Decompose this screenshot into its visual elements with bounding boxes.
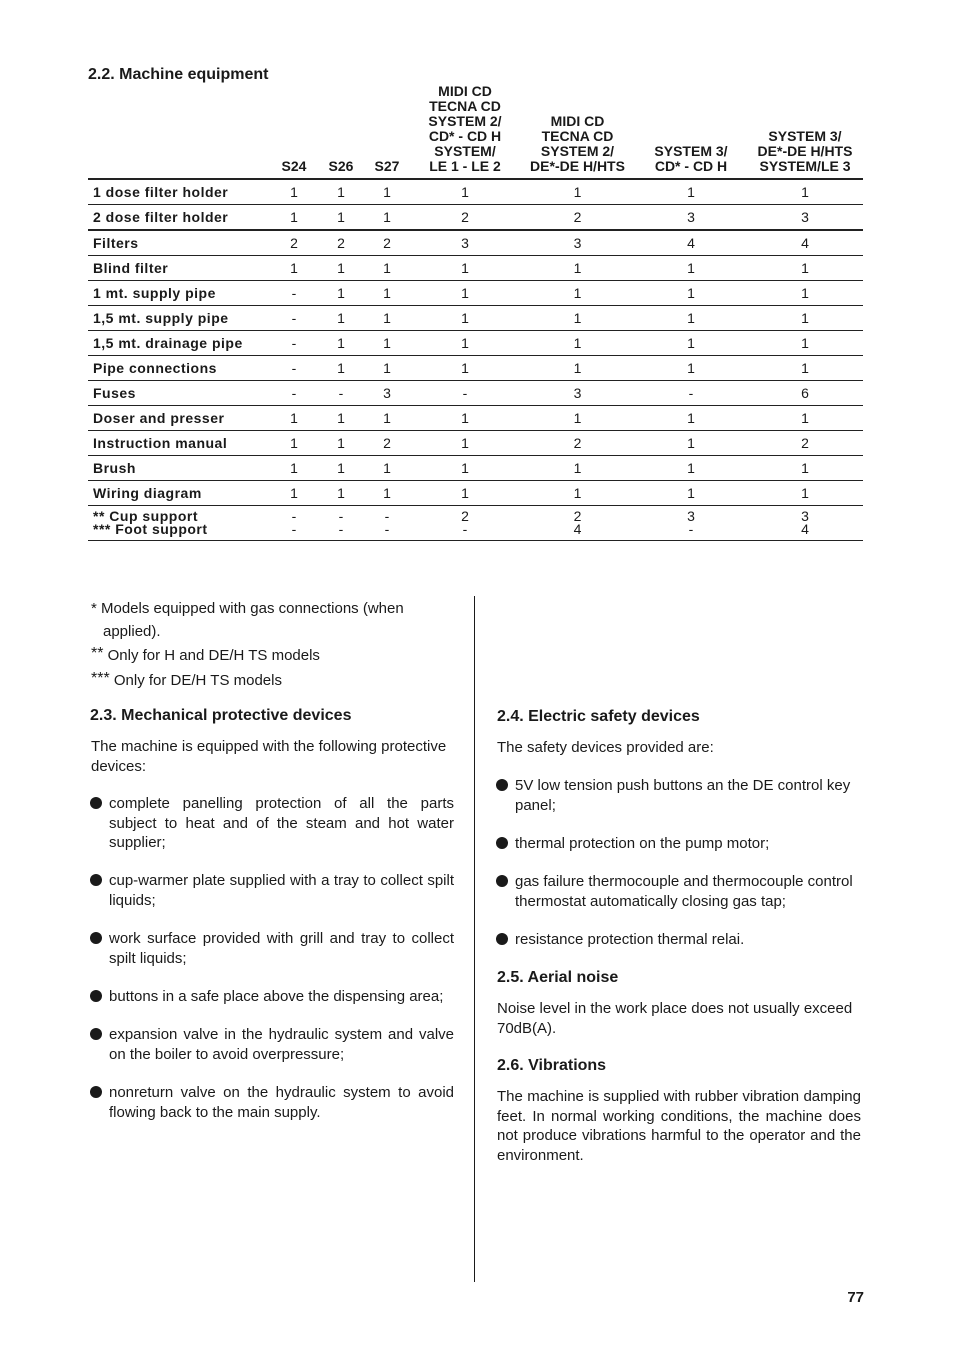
table-cell: 2 <box>318 230 364 256</box>
table-cell: 1 <box>318 205 364 231</box>
row-label: Filters <box>88 230 270 256</box>
table-cell: 1 <box>318 356 364 381</box>
list-item-text: expansion valve in the hydraulic system and valve on the boiler to avoid overpressure; <box>109 1026 454 1063</box>
table-cell: 1 <box>520 306 635 331</box>
table-cell: - <box>635 381 747 406</box>
list-item-text: nonreturn valve on the hydraulic system to avoid flowing back to the main supply. <box>109 1084 454 1121</box>
table-cell: 1 <box>635 431 747 456</box>
table-cell: 1 <box>747 356 863 381</box>
footnote-gas-line2: applied). <box>103 622 161 640</box>
table-cell: 1 <box>410 431 520 456</box>
table-cell: 1 <box>747 331 863 356</box>
table-row <box>88 230 863 256</box>
list-item-text: gas failure thermocouple and thermocouple control thermostat automatically closing gas tap; <box>515 873 853 910</box>
column-header: SYSTEM 3/ CD* - CD H <box>635 84 747 179</box>
row-label: Brush <box>88 456 270 481</box>
footnote-gas <box>91 598 471 643</box>
table-cell: - <box>270 306 318 331</box>
table-cell: 1 <box>410 481 520 506</box>
bullet-icon <box>496 933 508 945</box>
table-cell: 2 <box>520 431 635 456</box>
bullet-icon <box>90 797 102 809</box>
vibrations-text: The machine is supplied with rubber vibration damping feet. In normal working conditions, the machine does not produce vibrations harmful to the operator and the environment. <box>497 1088 861 1164</box>
table-row <box>88 431 863 456</box>
section-title-vibrations: 2.6. Vibrations <box>497 1057 607 1074</box>
table-cell: 1 <box>270 205 318 231</box>
table-cell: - <box>318 381 364 406</box>
table-cell: 1 <box>520 256 635 281</box>
table-cell: 1 <box>635 306 747 331</box>
bullet-icon <box>496 875 508 887</box>
table-cell: 3 <box>410 230 520 256</box>
column-header: S24 <box>270 84 318 179</box>
table-cell: 1 <box>520 356 635 381</box>
list-item-text: complete panelling protection of all the parts subject to heat and of the steam and hot water supplier; <box>109 795 454 851</box>
table-cell: 3 <box>520 230 635 256</box>
table-cell: - <box>270 381 318 406</box>
table-cell: 1 <box>635 356 747 381</box>
list-item <box>515 930 861 950</box>
table-row <box>88 205 863 231</box>
bullet-icon <box>90 874 102 886</box>
table-cell: 2 - <box>410 506 520 541</box>
footnotes <box>91 598 471 692</box>
table-row <box>88 506 863 541</box>
section-title-aerial-noise: 2.5. Aerial noise <box>497 969 619 986</box>
table-row <box>88 331 863 356</box>
list-item <box>109 987 459 1007</box>
table-cell: 1 <box>520 331 635 356</box>
table-cell: 1 <box>364 356 410 381</box>
list-item <box>515 776 861 815</box>
table-cell: - - <box>318 506 364 541</box>
table-cell: 1 <box>410 256 520 281</box>
table-cell: 1 <box>520 406 635 431</box>
row-label: 1,5 mt. drainage pipe <box>88 331 270 356</box>
table-cell: 2 4 <box>520 506 635 541</box>
table-row <box>88 306 863 331</box>
section-title-mechanical-protective-devices: 2.3. Mechanical protective devices <box>90 707 352 724</box>
list-item-text: 5V low tension push buttons an the DE control key panel; <box>515 777 851 814</box>
table-cell: 1 <box>410 356 520 381</box>
column-header: MIDI CD TECNA CD SYSTEM 2/ DE*-DE H/HTS <box>520 84 635 179</box>
bullet-icon <box>90 1028 102 1040</box>
table-body <box>88 179 863 541</box>
table-cell: 1 <box>520 456 635 481</box>
row-label: Blind filter <box>88 256 270 281</box>
table-cell: 1 <box>747 256 863 281</box>
table-cell: 1 <box>318 331 364 356</box>
list-item <box>109 794 454 853</box>
row-label: 1 dose filter holder <box>88 179 270 205</box>
table-cell: - - <box>270 506 318 541</box>
list-item-text: resistance protection thermal relai. <box>515 931 745 948</box>
page-number: 77 <box>847 1289 864 1306</box>
table-cell: 1 <box>410 179 520 205</box>
row-label: 1 mt. supply pipe <box>88 281 270 306</box>
table-cell: 1 <box>747 179 863 205</box>
list-item <box>515 872 861 911</box>
table-cell: 2 <box>520 205 635 231</box>
table-cell: 3 <box>635 205 747 231</box>
table-cell: 4 <box>747 230 863 256</box>
column-header: SYSTEM 3/ DE*-DE H/HTS SYSTEM/LE 3 <box>747 84 863 179</box>
table-cell: 2 <box>410 205 520 231</box>
table-cell: 1 <box>635 281 747 306</box>
table-row <box>88 456 863 481</box>
table-cell: 1 <box>364 256 410 281</box>
table-cell: 3 - <box>635 506 747 541</box>
table-cell: 1 <box>747 456 863 481</box>
table-cell: 1 <box>635 256 747 281</box>
table-cell: 1 <box>364 281 410 306</box>
table-cell: 1 <box>520 481 635 506</box>
section-title-electric-safety-devices: 2.4. Electric safety devices <box>497 708 700 725</box>
table-cell: 1 <box>364 456 410 481</box>
table-row <box>88 381 863 406</box>
footnote-mark: ** <box>91 645 104 662</box>
table-cell: 1 <box>364 406 410 431</box>
electric-intro: The safety devices provided are: <box>497 739 714 756</box>
table-cell: 1 <box>635 331 747 356</box>
table-cell: - <box>270 331 318 356</box>
list-item <box>515 834 861 854</box>
table-cell: 1 <box>318 481 364 506</box>
table-cell: 3 <box>520 381 635 406</box>
footnote-gas-line1: * Models equipped with gas connections (when <box>91 600 404 617</box>
table-cell: 1 <box>410 406 520 431</box>
footnote-text: Only for H and DE/H TS models <box>107 647 320 664</box>
table-cell: 1 <box>747 406 863 431</box>
table-cell: 1 <box>364 481 410 506</box>
list-item-text: work surface provided with grill and tray to collect spilt liquids; <box>109 930 454 967</box>
table-cell: 1 <box>318 179 364 205</box>
table-row <box>88 356 863 381</box>
table-cell: 1 <box>270 456 318 481</box>
table-cell: 1 <box>364 306 410 331</box>
row-label: Instruction manual <box>88 431 270 456</box>
table-row <box>88 179 863 205</box>
table-cell: 3 <box>364 381 410 406</box>
table-cell: 1 <box>520 281 635 306</box>
row-label: Wiring diagram <box>88 481 270 506</box>
mechanical-intro: The machine is equipped with the following protective devices: <box>91 738 447 775</box>
bullet-icon <box>496 837 508 849</box>
row-label: 1,5 mt. supply pipe <box>88 306 270 331</box>
table-cell: 1 <box>635 456 747 481</box>
table-cell: 2 <box>270 230 318 256</box>
table-cell: 1 <box>270 179 318 205</box>
table-cell: 1 <box>364 179 410 205</box>
footnote-mark: *** <box>91 669 110 687</box>
aerial-noise-text: Noise level in the work place does not usually exceed 70dB(A). <box>497 1000 853 1037</box>
list-item <box>109 871 454 910</box>
table-row <box>88 256 863 281</box>
bullet-icon <box>90 1086 102 1098</box>
row-label: ** Cup support *** Foot support <box>88 506 270 541</box>
table-cell: 1 <box>410 331 520 356</box>
table-cell: - <box>270 356 318 381</box>
row-label: Fuses <box>88 381 270 406</box>
section-title-machine-equipment: 2.2. Machine equipment <box>88 66 269 83</box>
table-cell: 1 <box>364 331 410 356</box>
table-header-row <box>88 84 863 179</box>
bullet-icon <box>90 990 102 1002</box>
list-item-text: buttons in a safe place above the dispensing area; <box>109 988 444 1005</box>
list-item-text: thermal protection on the pump motor; <box>515 835 770 852</box>
row-label: 2 dose filter holder <box>88 205 270 231</box>
table-cell: 3 <box>747 205 863 231</box>
table-cell: 1 <box>318 306 364 331</box>
table-cell: 1 <box>747 481 863 506</box>
list-item <box>109 1025 454 1064</box>
table-cell: 1 <box>635 179 747 205</box>
footnote-cup-support <box>91 643 471 668</box>
table-cell: - <box>270 281 318 306</box>
table-cell: 1 <box>318 406 364 431</box>
column-header: S27 <box>364 84 410 179</box>
table-cell: - <box>410 381 520 406</box>
table-cell: 1 <box>747 281 863 306</box>
row-label: Pipe connections <box>88 356 270 381</box>
table-cell: 1 <box>270 431 318 456</box>
table-cell: 1 <box>270 481 318 506</box>
table-cell: 2 <box>364 230 410 256</box>
list-item-text: cup-warmer plate supplied with a tray to collect spilt liquids; <box>109 872 454 909</box>
table-cell: 1 <box>270 406 318 431</box>
bullet-icon <box>496 779 508 791</box>
table-cell: 1 <box>410 456 520 481</box>
column-header: S26 <box>318 84 364 179</box>
table-cell: 1 <box>410 306 520 331</box>
table-row <box>88 481 863 506</box>
table-cell: 1 <box>270 256 318 281</box>
column-header: MIDI CD TECNA CD SYSTEM 2/ CD* - CD H SYSTEM/ LE 1 - LE 2 <box>410 84 520 179</box>
table-cell: 1 <box>318 256 364 281</box>
list-item <box>109 1083 454 1122</box>
table-row <box>88 406 863 431</box>
list-item <box>109 929 454 968</box>
table-row <box>88 281 863 306</box>
table-cell: 1 <box>520 179 635 205</box>
header-cell-blank <box>88 84 270 179</box>
bullet-icon <box>90 932 102 944</box>
table-cell: 1 <box>410 281 520 306</box>
table-cell: 1 <box>635 406 747 431</box>
table-cell: 1 <box>318 431 364 456</box>
column-divider <box>474 596 475 1282</box>
row-label: Doser and presser <box>88 406 270 431</box>
table-cell: 3 4 <box>747 506 863 541</box>
table-cell: - - <box>364 506 410 541</box>
table-cell: 4 <box>635 230 747 256</box>
table-cell: 1 <box>318 456 364 481</box>
table-cell: 2 <box>364 431 410 456</box>
table-cell: 2 <box>747 431 863 456</box>
equipment-table <box>88 84 863 541</box>
table-cell: 1 <box>364 205 410 231</box>
footnote-text: Only for DE/H TS models <box>113 671 282 689</box>
table-cell: 1 <box>635 481 747 506</box>
table-cell: 6 <box>747 381 863 406</box>
footnote-foot-support <box>91 668 471 693</box>
table-cell: 1 <box>318 281 364 306</box>
table-cell: 1 <box>747 306 863 331</box>
